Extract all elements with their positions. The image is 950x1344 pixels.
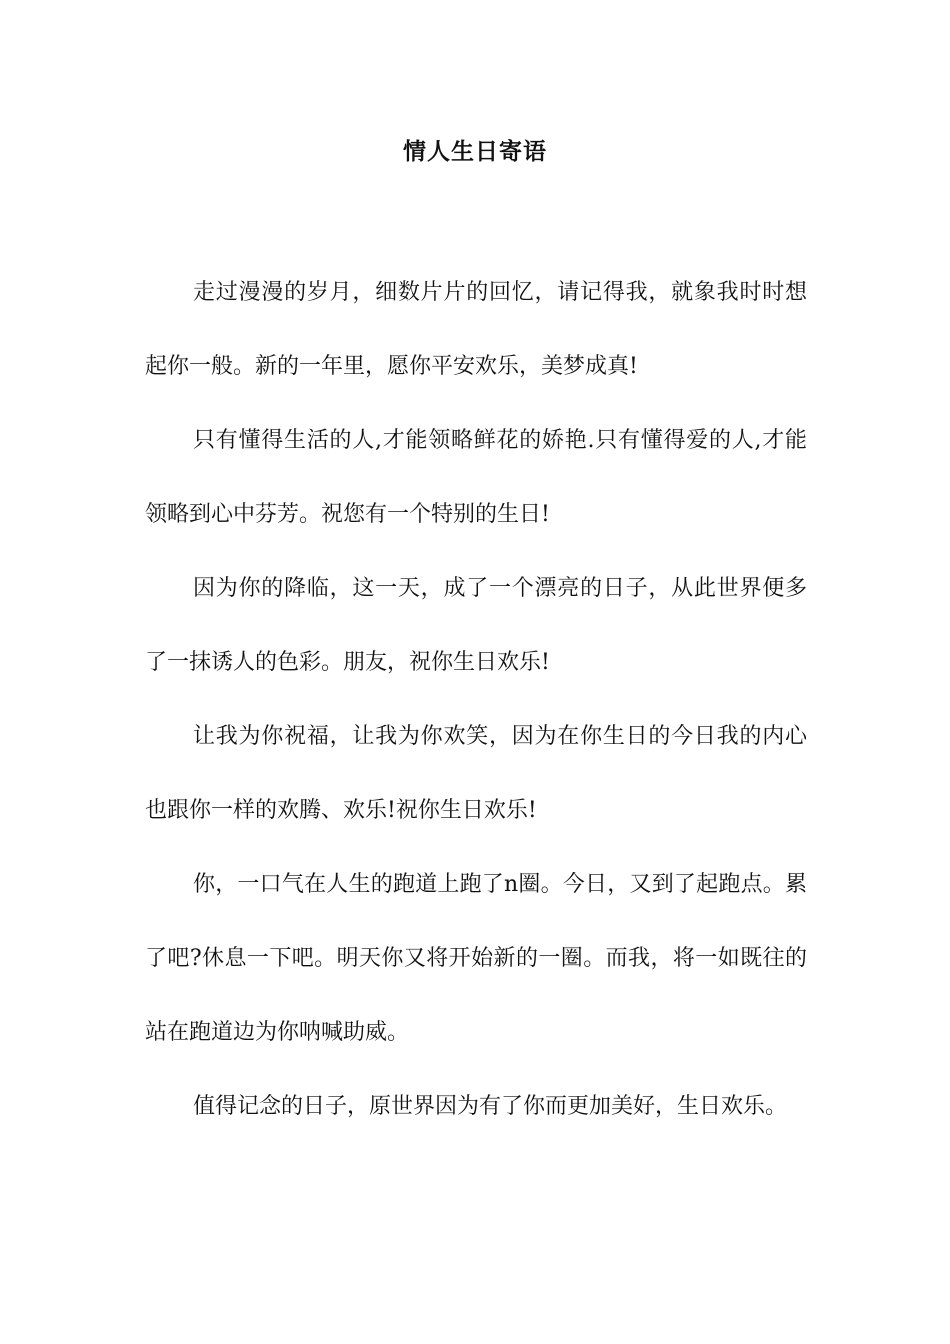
document-body xyxy=(145,256,807,1144)
document-title: 情人生日寄语 xyxy=(403,139,547,165)
paragraph-1: 走过漫漫的岁月，细数片片的回忆，请记得我，就象我时时想起你一般。新的一年里，愿你平安欢乐，美梦成真! xyxy=(145,280,807,379)
paragraph-3: 因为你的降临，这一天，成了一个漂亮的日子，从此世界便多了一抹诱人的色彩。朋友，祝你生日欢乐! xyxy=(145,576,807,675)
paragraph-6: 值得记念的日子，原世界因为有了你而更加美好，生日欢乐。 xyxy=(193,1094,788,1119)
paragraph-2: 只有懂得生活的人,才能领略鲜花的娇艳.只有懂得爱的人,才能领略到心中芬芳。祝您有一个特别的生日! xyxy=(145,428,807,527)
paragraph-5: 你，一口气在人生的跑道上跑了n圈。今日，又到了起跑点。累了吧?休息一下吧。明天你又将开始新的一圈。而我，将一如既往的站在跑道边为你呐喊助威。 xyxy=(145,872,807,1045)
paragraph-4: 让我为你祝福，让我为你欢笑，因为在你生日的今日我的内心也跟你一样的欢腾、欢乐!祝你生日欢乐! xyxy=(145,724,807,823)
